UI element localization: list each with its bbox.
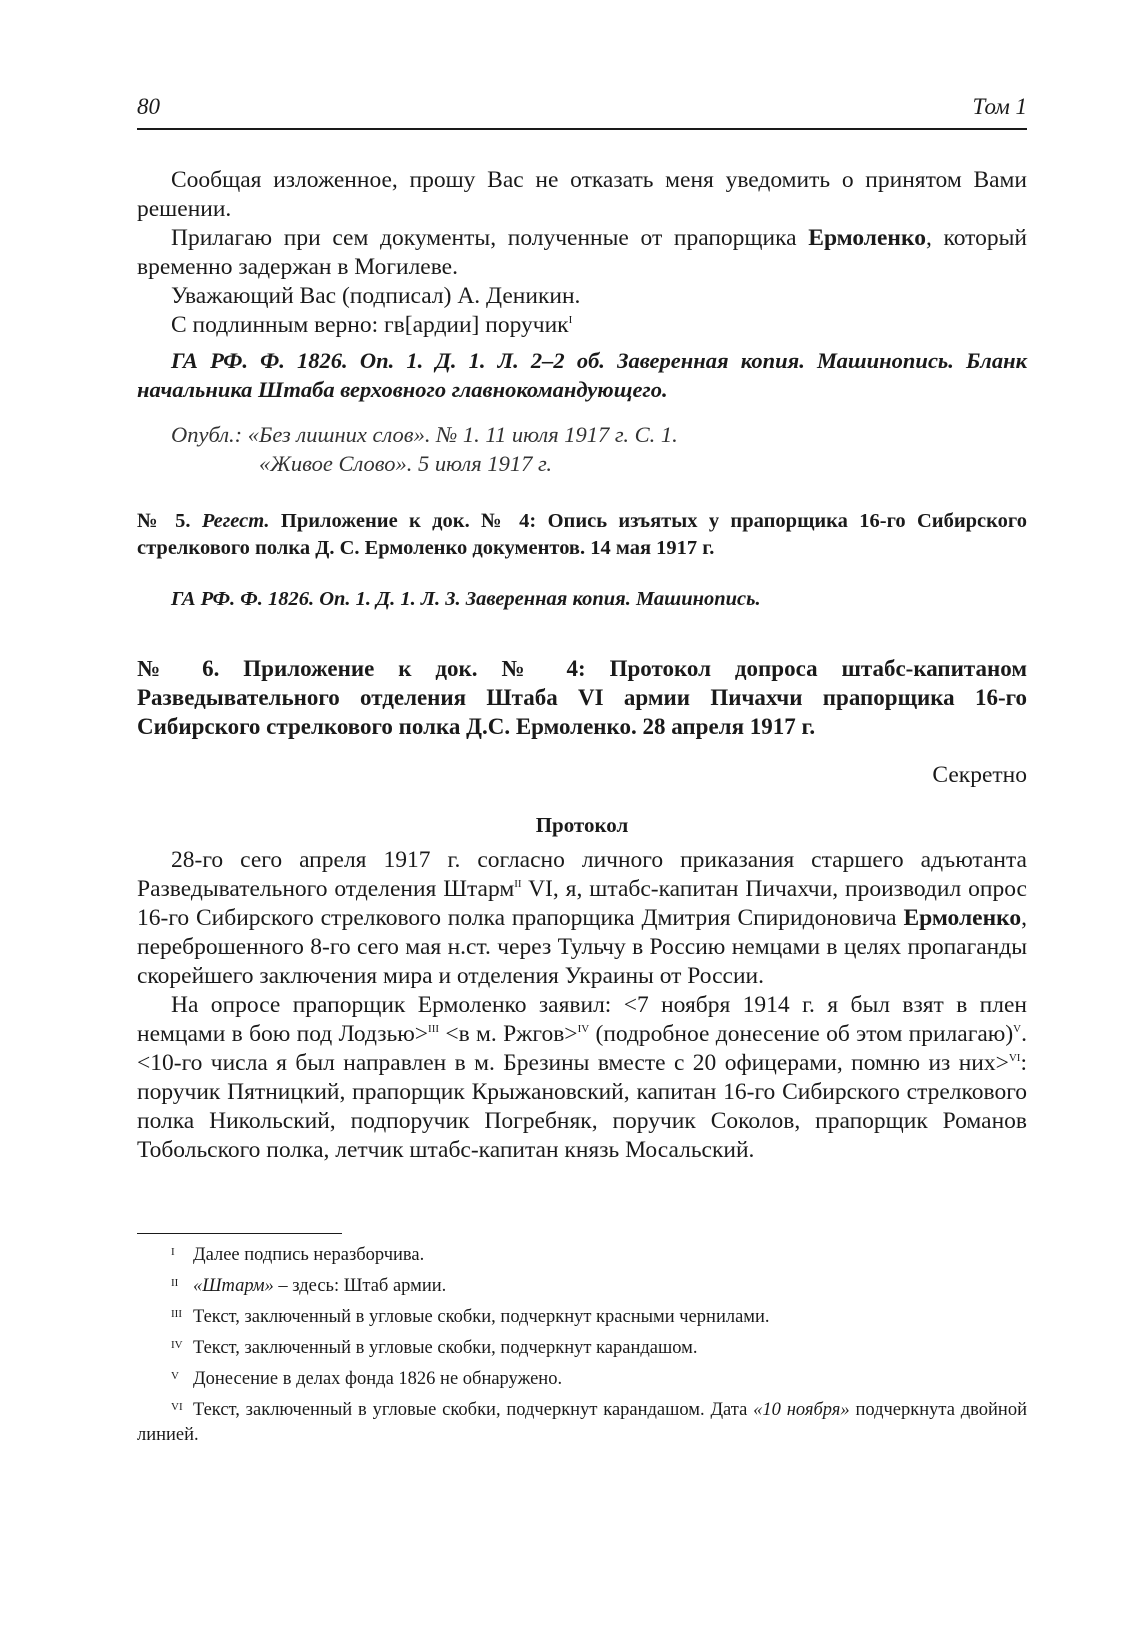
archive-source-1: ГА РФ. Ф. 1826. Оп. 1. Д. 1. Л. 2–2 об. Заверенная копия. Машинопись. Бланк начальника Штаба верховного главнокомандующего. (137, 348, 1027, 402)
footnote-ref: II (514, 878, 522, 890)
footnote: I Далее подпись неразборчива. (171, 1245, 425, 1265)
footnote: II «Штарм» – здесь: Штаб армии. (171, 1276, 447, 1296)
name-ermolenko: Ермоленко (808, 225, 926, 251)
footnote-ref: III (428, 1023, 440, 1035)
footnote: IV Текст, заключенный в угловые скобки, подчеркнут карандашом. (171, 1338, 698, 1358)
protocol-paragraph-1: 28-го сего апреля 1917 г. согласно личного приказания старшего адъютанта Разведывательного отделения Штарм$^{II}$ VI, я, штабс-капитан Пичахчи, производил опрос 16-го Сибирского стрелкового полка прапорщика Дмитрия Спиридоновича Ермоленко, переброшенного 8-го сего мая н.ст. через Тульчу в Россию немцами в целях пропаганды скорейшего заключения мира и отделения Украины от России. (137, 847, 1027, 989)
doc6-title: № 6. Приложение к док. № 4: Протокол допроса штабс-капитаном Разведывательного отделения Штаба VI армии Пичахчи прапорщика 16-го Сибирского стрелкового полка Д.С. Ермоленко. 28 апреля 1917 г. (137, 656, 1027, 739)
footnote-ref: VI (1008, 1052, 1021, 1064)
footnote: VI Текст, заключенный в угловые скобки, подчеркнут карандашом. Дата «10 ноября» подчеркнута двойной линией. (137, 1400, 1027, 1445)
footnote-separator (137, 1233, 342, 1234)
letter-paragraph: Прилагаю при сем документы, полученные от прапорщика Ермоленко, который временно задержан в Могилеве. (137, 225, 1027, 280)
volume-label: Том 1 (972, 94, 1027, 119)
certification-line: С подлинным верно: гв[ардии] поручик$^I$ (171, 312, 573, 338)
archive-source-2: ГА РФ. Ф. 1826. Оп. 1. Д. 1. Л. 3. Заверенная копия. Машинопись. (171, 588, 761, 610)
name-ermolenko: Ермоленко (903, 905, 1022, 931)
footnote-ref: I (568, 314, 573, 326)
footnote: V Донесение в делах фонда 1826 не обнаружено. (171, 1369, 563, 1389)
protocol-heading: Протокол (535, 813, 629, 837)
letter-ending (137, 166, 1027, 340)
publication-info: Опубл.: «Без лишних слов». № 1. 11 июля 1917 г. С. 1. «Живое Слово». 5 июля 1917 г. (171, 422, 678, 476)
letter-paragraph: Сообщая изложенное, прошу Вас не отказать меня уведомить о принятом Вами решении. (137, 167, 1027, 222)
secret-stamp: Секретно (932, 762, 1027, 788)
doc5-title: № 5. Регест. Приложение к док. № 4: Опись изъятых у прапорщика 16-го Сибирского стрелкового полка Д. С. Ермоленко документов. 14 мая 1917 г. (137, 510, 1027, 559)
running-header (137, 92, 1027, 130)
protocol-body (137, 846, 1027, 1165)
footnote-ref: V (1013, 1023, 1022, 1035)
protocol-paragraph-2: На опросе прапорщик Ермоленко заявил: <7 ноября 1914 г. я был взят в плен немцами в бою под Лодзью>$^{III}$ <в м. Ржгов>$^{IV}$ (подробное донесение об этом прилагаю)$^V$. <10-го числа я был направлен в м. Брезины вместе с 20 офицерами, помню из них>$^{VI}$: поручик Пятницкий, прапорщик Крыжановский, капитан 16-го Сибирского стрелкового полка Никольский, подпоручик Погребняк, поручик Соколов, прапорщик Романов Тобольского полка, летчик штабс-капитан князь Мосальский. (137, 992, 1027, 1163)
footnote-ref: IV (577, 1023, 590, 1035)
page-number: 80 (137, 94, 160, 119)
signature-line: Уважающий Вас (подписал) А. Деникин. (171, 283, 581, 309)
footnote: III Текст, заключенный в угловые скобки, подчеркнут красными чернилами. (171, 1307, 770, 1327)
